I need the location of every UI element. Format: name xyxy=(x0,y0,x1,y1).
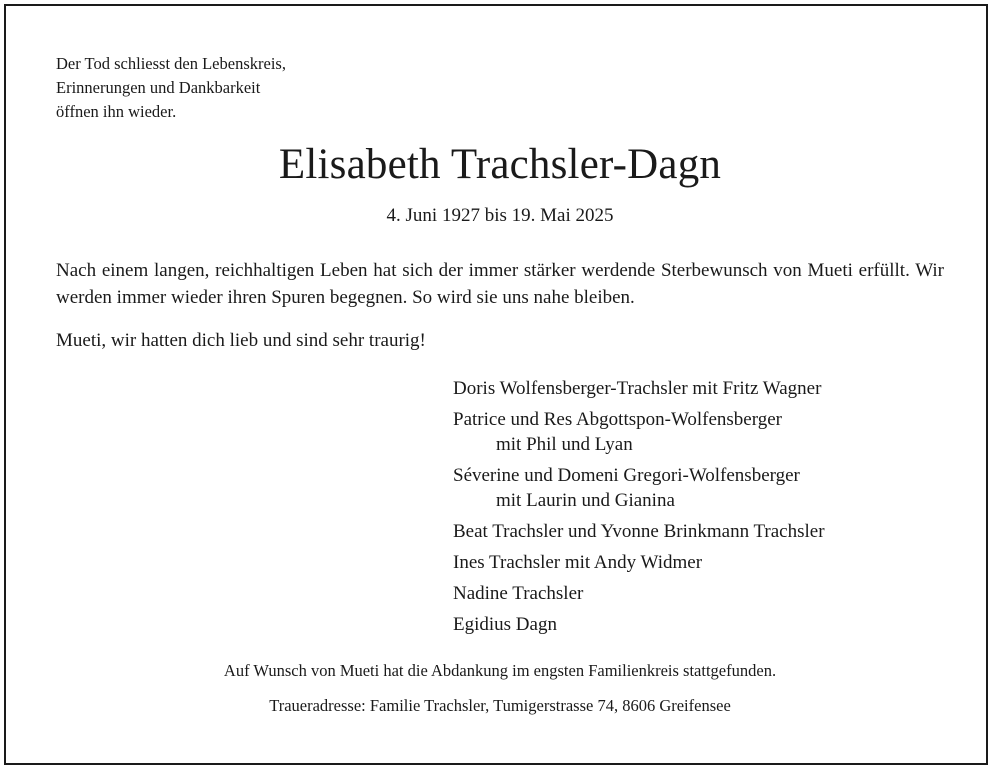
mourner-entry xyxy=(453,612,825,637)
motto-line: Der Tod schliesst den Lebenskreis, xyxy=(56,54,286,73)
motto-line: Erinnerungen und Dankbarkeit xyxy=(56,78,261,97)
mourner-entry xyxy=(453,550,825,575)
mourner-entry xyxy=(453,407,825,457)
life-dates: 4. Juni 1927 bis 19. Mai 2025 xyxy=(386,205,614,226)
mourner-children: mit Phil und Lyan xyxy=(496,434,633,455)
mourner-name: Doris Wolfensberger-Trachsler mit Fritz Wagner xyxy=(453,378,822,399)
farewell-closing: Mueti, wir hatten dich lieb und sind sehr traurig! xyxy=(56,330,426,351)
funeral-notice: Auf Wunsch von Mueti hat die Abdankung im engsten Familienkreis stattgefunden. xyxy=(223,661,777,680)
mourner-name: Patrice und Res Abgottspon-Wolfensberger xyxy=(453,409,782,430)
mourner-name: Nadine Trachsler xyxy=(453,583,584,604)
mourner-name: Séverine und Domeni Gregori-Wolfensberger xyxy=(453,465,800,486)
deceased-name: Elisabeth Trachsler-Dagn xyxy=(278,141,722,188)
mourner-entry xyxy=(453,463,825,513)
mourner-entry xyxy=(453,581,825,606)
farewell-paragraph: Nach einem langen, reichhaltigen Leben hat sich der immer stärker werdende Sterbewunsch von Mueti erfüllt. Wir werden immer wieder ihren Spuren begegnen. So wird sie uns nahe bleiben. xyxy=(56,260,944,308)
mourning-address: Traueradresse: Familie Trachsler, Tumigerstrasse 74, 8606 Greifensee xyxy=(269,696,731,715)
mourner-name: Ines Trachsler mit Andy Widmer xyxy=(453,552,703,573)
mourner-name: Egidius Dagn xyxy=(453,614,557,635)
motto-quote xyxy=(56,52,286,124)
motto-line: öffnen ihn wieder. xyxy=(56,102,177,121)
mourner-name: Beat Trachsler und Yvonne Brinkmann Trachsler xyxy=(453,521,825,542)
mourner-children: mit Laurin und Gianina xyxy=(496,490,675,511)
mourner-entry xyxy=(453,519,825,544)
mourners-list xyxy=(453,376,825,643)
mourner-entry xyxy=(453,376,825,401)
